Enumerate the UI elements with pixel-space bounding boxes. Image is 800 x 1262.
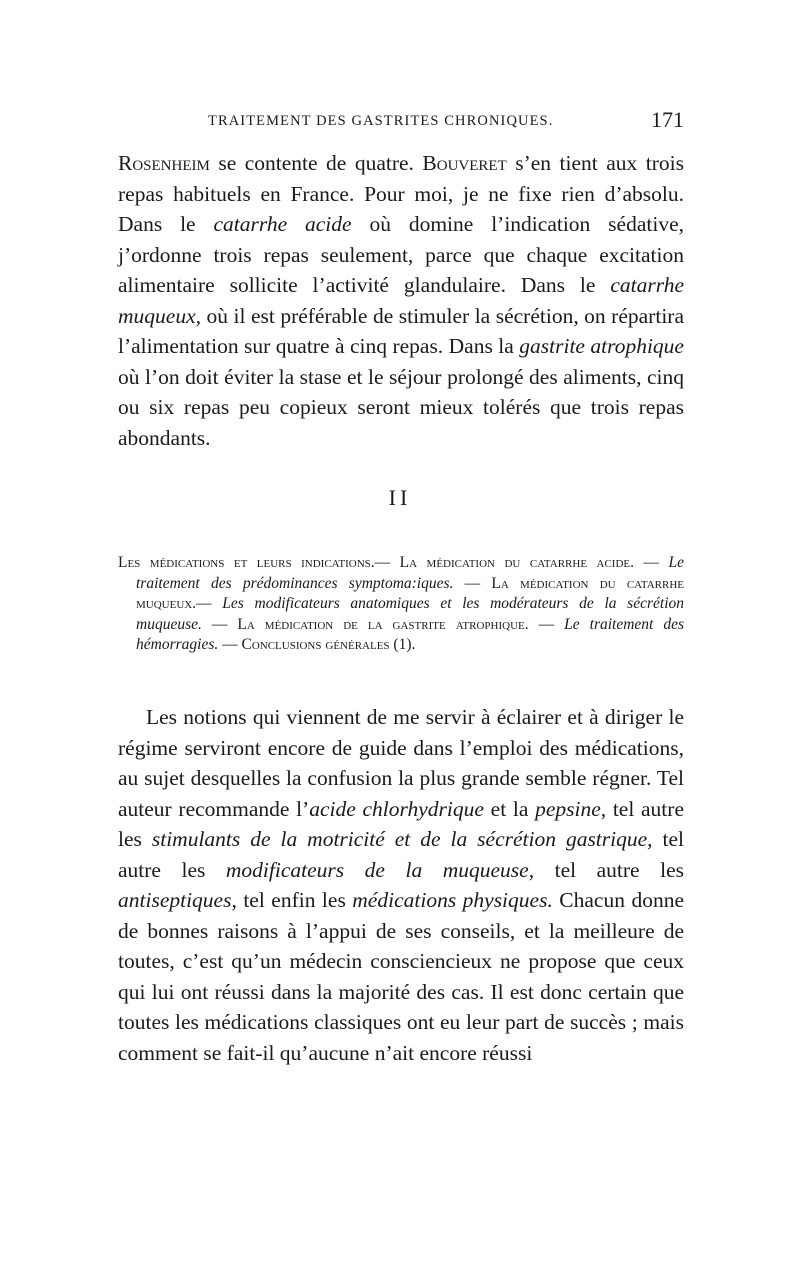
summary-sep: — — [453, 574, 492, 592]
summary-sep: — — [196, 595, 223, 612]
summary-topic-italic: Les modificateurs anatomiques et les modérateurs de la sécrétion muqueuse. — [136, 595, 684, 633]
term-gastrite-atrophique: gastrite atrophique — [519, 334, 684, 358]
term-medications-physiques: médications physiques. — [352, 888, 553, 912]
summary-footnote-ref: (1). — [389, 636, 416, 653]
term-catarrhe-muqueux: catarrhe muqueux, — [118, 273, 684, 328]
text-run: se contente de quatre. — [209, 151, 423, 175]
paragraph-meals — [118, 148, 684, 453]
text-run: où il est préférable de stimuler la sécrétion, on répartira l’alimentation sur quatre à cinq repas. Dans la — [118, 303, 684, 358]
page-number: 171 — [651, 107, 684, 132]
author-rosenheim: Rosenheim — [118, 151, 210, 175]
text-run: où domine l’indication sédative, j’ordonne trois repas seulement, parce que chaque excitation alimentaire sollicite l’activité glandulaire. Dans le — [118, 212, 684, 297]
summary-topic: Les médications et leurs indications.— La médication du catarrhe acide. — [118, 554, 635, 571]
paragraph-medications — [118, 702, 684, 1068]
summary-topic: La médication du catarrhe muqueux. — [136, 574, 685, 612]
text-run: tel autre les — [118, 827, 684, 882]
text-run: où l’on doit éviter la stase et le séjour prolongé des aliments, cinq ou six repas peu copieux seront mieux tolérés que trois repas abondants. — [118, 364, 684, 450]
text-run: tel enfin les — [236, 888, 353, 912]
term-modificateurs: modificateurs de la muqueuse, — [225, 857, 535, 882]
term-catarrhe-acide: catarrhe acide — [213, 212, 352, 236]
text-run: tel autre les — [534, 857, 684, 882]
text-run: Chacun donne de bonnes raisons à l’appui de ses conseils, et la meilleure de toutes, c’est qu’un médecin consciencieux ne propose que ceux qui lui ont réussi dans la majorité des cas. Il est donc certain que toutes les médications classiques ont eu leur part de succès ; mais comment se fait-il qu’aucune n’ait encore réussi — [118, 888, 684, 1065]
summary-sep: — — [528, 615, 565, 633]
running-title: TRAITEMENT DES GASTRITES CHRONIQUES. — [208, 113, 554, 129]
section-summary — [118, 553, 684, 656]
term-acide-chlorhydrique: acide chlorhydrique — [309, 796, 484, 821]
term-antiseptiques: antiseptiques, — [118, 888, 237, 912]
text-run: et la — [483, 796, 536, 821]
summary-topic-italic: Le traitement des prédominances symptoma:iques. — [136, 554, 685, 592]
summary-sep: — — [218, 636, 242, 653]
summary-sep: — — [634, 554, 669, 571]
author-bouveret: Bouveret — [422, 151, 507, 175]
text-run: s’en tient aux trois repas habituels en France. Pour moi, je ne fixe rien d’absolu. Dans le — [118, 151, 684, 236]
summary-sep: — — [201, 615, 238, 633]
summary-topic: Conclusions générales — [241, 636, 390, 653]
summary-topic-italic: Le traitement des hémorragies. — [136, 615, 685, 653]
section-number: II — [388, 485, 412, 510]
summary-topic: La médication de la gastrite atrophique. — [237, 615, 529, 633]
text-run: Les notions qui viennent de me servir à éclairer et à diriger le régime serviront encore de guide dans l’emploi des médications, au sujet desquelles la confusion la plus grande semble régner. Tel auteur recommande l’ — [118, 705, 684, 821]
term-stimulants: stimulants de la motricité et de la sécrétion gastrique, — [151, 827, 653, 851]
text-run: tel autre les — [118, 796, 684, 851]
term-pepsine: pepsine, — [535, 796, 607, 821]
